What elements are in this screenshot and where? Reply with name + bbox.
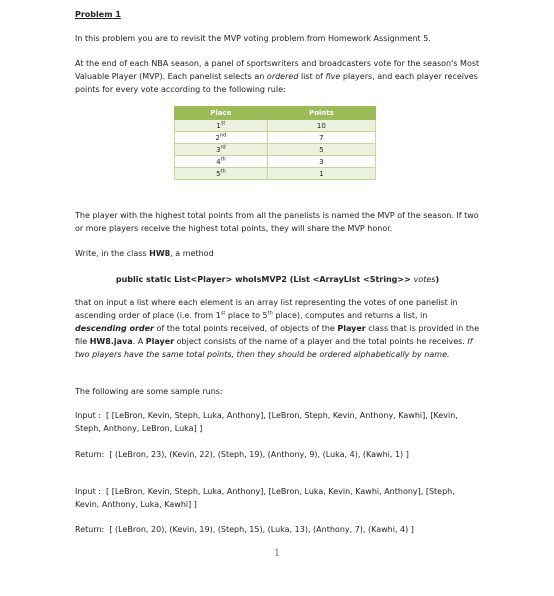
sample-input-1: Input : [ [LeBron, Kevin, Steph, Luka, Anthony], [LeBron, Steph, Kevin, Anthony, Kawhi], [Kevin, Steph, Anthony, LeBron, Luka] ] [75, 411, 458, 433]
table-row [175, 144, 376, 156]
table-row [175, 168, 376, 180]
table-row [175, 156, 376, 168]
method-signature: public static List<Player> whoIsMVP2 (List <ArrayList <String>> votes) [115, 275, 440, 284]
table-row [175, 120, 376, 132]
points-table [174, 106, 376, 180]
problem-title: Problem 1 [75, 10, 121, 19]
sample-input-2: Input : [ [LeBron, Kevin, Steph, Luka, Anthony], [LeBron, Luka, Kevin, Kawhi, Anthony], [Steph, Kevin, Anthony, Luka, Kawhi] ] [75, 487, 455, 509]
method-description: that on input a list where each element is an array list representing the votes of one panelist in ascending order of place (i.e. from 1st place to 5th place), computes and returns a list, in descending order of the total points received, of objects of the Player class that is provided in the file HW8.java. A Player object consists of the name of a player and the total points he receives. If two players have the same total points, then they should be ordered alphabetically by name. [75, 298, 479, 359]
table-row [175, 132, 376, 144]
points-cell: 1 [267, 168, 375, 180]
points-cell: 3 [267, 156, 375, 168]
place-cell: 3rd [175, 144, 268, 156]
page-number: 1 [273, 548, 281, 559]
points-header: Points [267, 107, 375, 120]
sample-return-1: Return: [ (LeBron, 23), (Kevin, 22), (Steph, 19), (Anthony, 9), (Luka, 4), (Kawhi, 1) ] [75, 450, 409, 459]
write-instruction: Write, in the class HW8, a method [75, 249, 214, 258]
points-cell: 5 [267, 144, 375, 156]
description-paragraph: At the end of each NBA season, a panel of sportswriters and broadcasters vote for the season's Most Valuable Player (MVP). Each panelist selects an ordered list of five players, and each player receives points for every vote according to the following rule: [75, 59, 480, 94]
mvp-rule-paragraph: The player with the highest total points from all the panelists is named the MVP of the season. If two or more players receive the highest total points, they will share the MVP honor. [75, 211, 479, 233]
place-header: Place [175, 107, 268, 120]
place-cell: 4th [175, 156, 268, 168]
intro-paragraph: In this problem you are to revisit the MVP voting problem from Homework Assignment 5. [75, 34, 431, 43]
sample-return-2: Return: [ (LeBron, 20), (Kevin, 19), (Steph, 15), (Luka, 13), (Anthony, 7), (Kawhi, 4) ] [75, 525, 414, 534]
sample-runs-heading: The following are some sample runs: [75, 387, 223, 396]
points-cell: 10 [267, 120, 375, 132]
place-cell: 1st [175, 120, 268, 132]
place-cell: 5th [175, 168, 268, 180]
points-cell: 7 [267, 132, 375, 144]
place-cell: 2nd [175, 132, 268, 144]
